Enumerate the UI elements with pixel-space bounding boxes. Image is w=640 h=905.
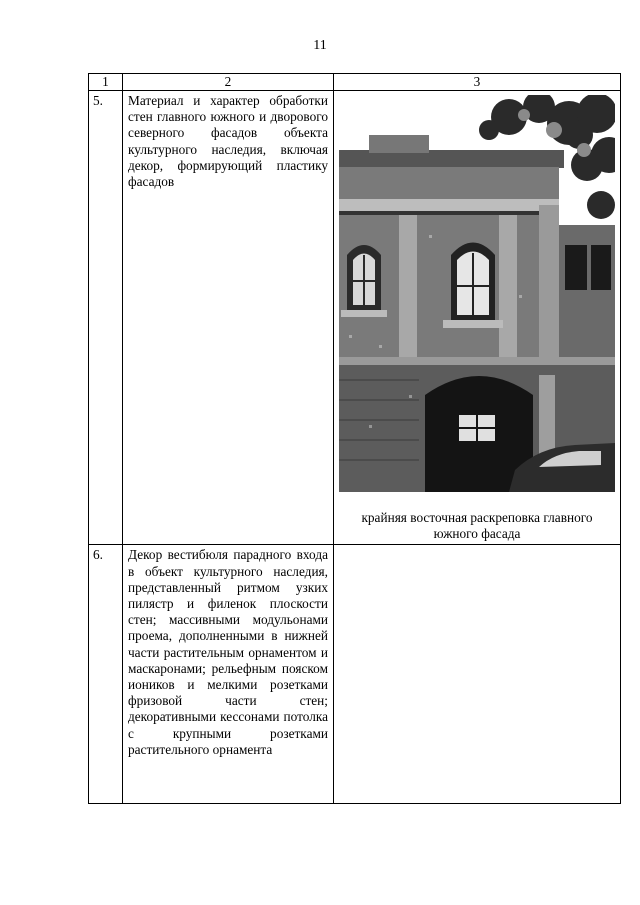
table-header-row xyxy=(89,74,621,91)
table-row xyxy=(89,91,621,545)
photo-cell xyxy=(334,91,621,545)
photo-caption: крайняя восточная раскреповка главного южного фасада xyxy=(361,510,593,542)
photo-cell-empty xyxy=(334,545,621,804)
row-description: Декор вестибюля парадного входа в объект культурного наследия, представленный ритмом узких пилястр и филенок плоскости стен; массивными модульонами проема, дополненными в нижней части растительным орнаментом и маскаронами; рельефным пояском иоников и мелкими розетками фризовой части стен; декоративными кессонами потолка с крупными розетками растительного орнамента xyxy=(123,545,334,804)
monument-table xyxy=(88,73,621,804)
page-number: 11 xyxy=(313,38,327,53)
header-col-1: 1 xyxy=(89,74,123,91)
table-row xyxy=(89,545,621,804)
header-col-3: 3 xyxy=(334,74,621,91)
row-description: Материал и характер обработки стен главного южного и дворового северного фасадов объекта культурного наследия, включая декор, формирующий пластику фасадов xyxy=(123,91,334,545)
row-number: 6. xyxy=(89,545,123,804)
header-col-2: 2 xyxy=(123,74,334,91)
facade-photo xyxy=(339,95,615,492)
row-number: 5. xyxy=(89,91,123,545)
